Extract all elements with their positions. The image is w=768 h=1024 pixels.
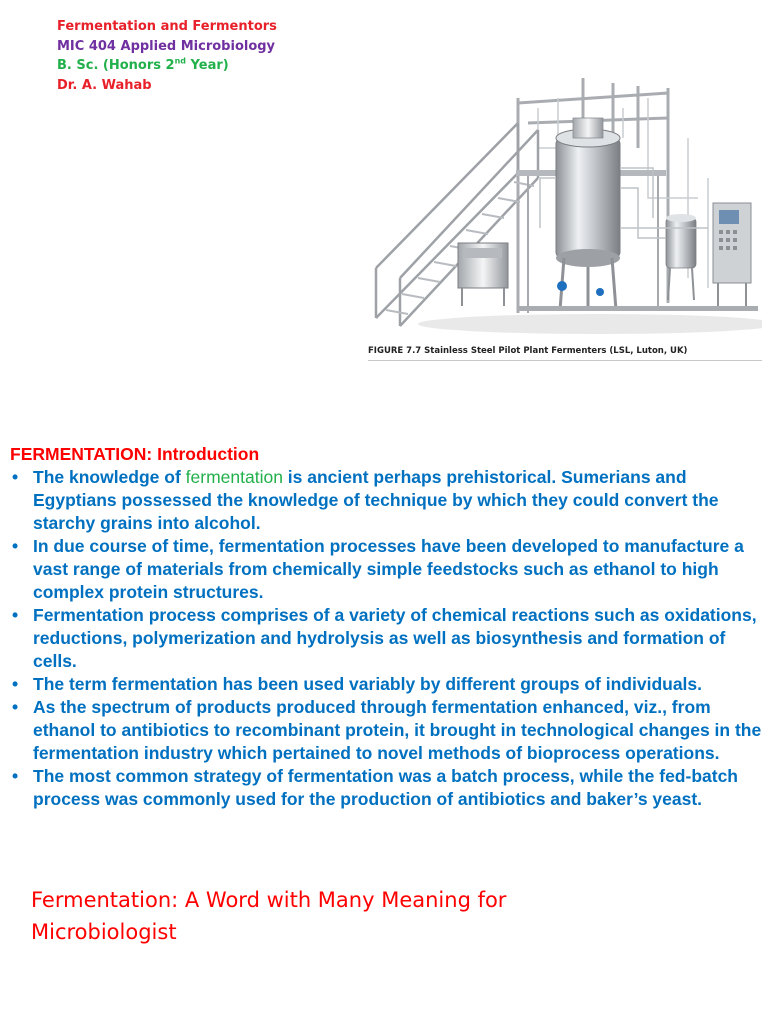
header-author: Dr. A. Wahab	[57, 77, 152, 93]
bullet-text: In due course of time, fermentation processes have been developed to manufacture a vast range of materials from chemically simple feedstocks such as ethanol to high complex protein structures.	[33, 536, 744, 602]
figure-caption: FIGURE 7.7 Stainless Steel Pilot Plant Fermenters (LSL, Luton, UK)	[368, 346, 688, 356]
header-course: MIC 404 Applied Microbiology	[57, 38, 276, 54]
bullet-text: Fermentation process comprises of a variety of chemical reactions such as oxidations, reductions, polymerization and hydrolysis as well as biosynthesis and formation of cells.	[33, 605, 757, 671]
bullet-glyph: •	[12, 605, 19, 625]
bullet-glyph: •	[12, 467, 19, 487]
list-item	[10, 604, 762, 673]
header-program-sup: nd	[174, 56, 186, 66]
bullet-glyph: •	[12, 697, 19, 717]
bullet-text: As the spectrum of products produced through fermentation enhanced, viz., from ethanol to antibiotics to recombinant protein, it brought in technological changes in the fermentation industry which pertained to novel methods of bioprocess operations.	[33, 697, 762, 763]
header-program-pre: B. Sc. (Honors 2	[57, 58, 175, 73]
bullet-text: The term fermentation has been used variably by different groups of individuals.	[33, 674, 703, 694]
list-item	[10, 535, 762, 604]
caption-divider	[368, 360, 762, 361]
slide-header	[57, 17, 277, 95]
bullet-text-pre: The knowledge of	[33, 467, 186, 487]
list-item	[10, 673, 762, 696]
header-title: Fermentation and Fermentors	[57, 19, 277, 34]
list-item	[10, 466, 762, 535]
bullet-glyph: •	[12, 674, 19, 694]
section-heading: Fermentation: A Word with Many Meaning for Microbiologist	[31, 888, 507, 944]
bullet-glyph: •	[12, 766, 19, 786]
intro-bullet-list	[10, 466, 762, 811]
list-item	[10, 696, 762, 765]
fermentation-highlight: fermentation	[185, 467, 283, 487]
header-program	[57, 56, 277, 76]
intro-section	[10, 443, 762, 865]
bullet-text-post: is ancient perhaps prehistorical. Sumerians and Egyptians possessed the knowledge of technique by which they could convert the starchy grains into alcohol.	[33, 467, 719, 533]
bullet-glyph: •	[12, 536, 19, 556]
list-item	[10, 765, 762, 811]
bullet-text: The most common strategy of fermentation was a batch process, while the fed-batch process was commonly used for the production of antibiotics and baker’s yeast.	[33, 766, 738, 809]
intro-heading: FERMENTATION: Introduction	[10, 444, 260, 464]
fermenter-figure	[368, 78, 762, 362]
fermenter-illustration	[368, 78, 762, 342]
header-program-post: Year)	[186, 58, 229, 73]
